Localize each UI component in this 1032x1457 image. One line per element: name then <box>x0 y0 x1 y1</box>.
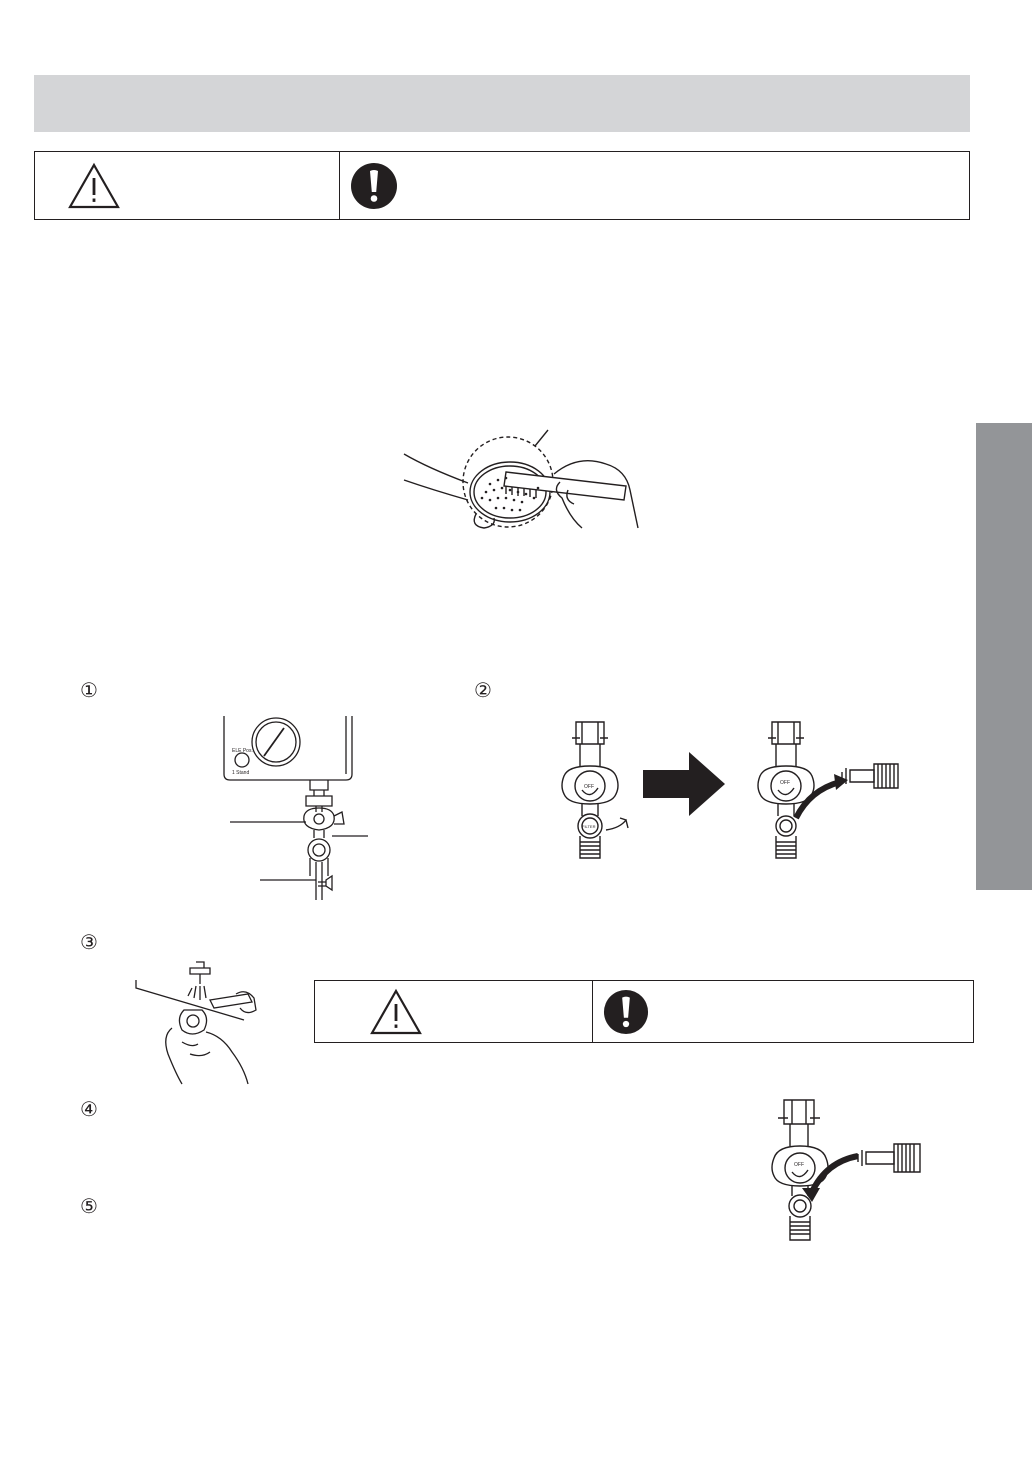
off-label-reinsert: OFF <box>794 1162 804 1168</box>
filter-washing-illustration <box>136 958 260 1084</box>
dial-label-bottom: 1 Stand <box>232 770 250 776</box>
filter-label: FILTER <box>582 824 596 829</box>
shower-head-brush-illustration <box>398 428 643 538</box>
step-number-1: ① <box>80 678 98 702</box>
caution-label-cell-step3 <box>315 981 593 1042</box>
caution-label-cell <box>35 152 340 219</box>
chapter-side-tab <box>976 423 1032 890</box>
warning-triangle-icon-step3 <box>369 988 423 1036</box>
warning-triangle-icon <box>67 162 121 210</box>
caution-text-cell <box>340 152 969 219</box>
exclamation-circle-icon-step3 <box>603 989 649 1035</box>
valve-before-illustration <box>560 718 650 860</box>
off-label-after: OFF <box>780 780 790 786</box>
caution-box-top <box>34 151 970 220</box>
section-header-bar <box>34 75 970 132</box>
step-number-2: ② <box>474 678 492 702</box>
valve-after-illustration <box>756 718 916 860</box>
heater-unit-illustration <box>222 716 372 900</box>
off-label-before: OFF <box>584 784 594 790</box>
step-number-3: ③ <box>80 930 98 954</box>
exclamation-circle-icon <box>350 162 398 210</box>
caution-text-cell-step3 <box>593 981 973 1042</box>
right-arrow-icon <box>643 752 725 816</box>
step-number-5: ⑤ <box>80 1194 98 1218</box>
dial-label-left: ELE Pos. <box>232 748 253 754</box>
valve-reinsert-illustration <box>770 1096 930 1242</box>
caution-box-step3 <box>314 980 974 1043</box>
step-number-4: ④ <box>80 1097 98 1121</box>
